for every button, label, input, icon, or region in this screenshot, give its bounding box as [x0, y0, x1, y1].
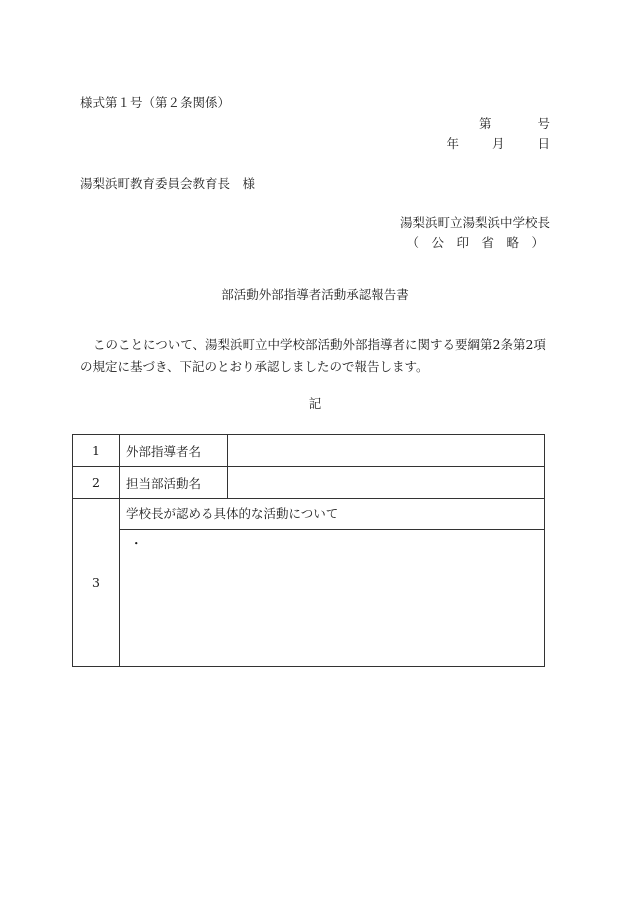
row-label: 担当部活動名 [120, 467, 228, 499]
doc-number-suffix: 号 [537, 116, 550, 131]
external-instructor-name-field[interactable] [228, 435, 545, 467]
addressee: 湯梨浜町教育委員会教育長 様 [80, 176, 256, 191]
form-number: 様式第１号（第２条関係） [80, 95, 231, 110]
ki-heading: 記 [308, 396, 322, 411]
activity-details-heading: 学校長が認める具体的な活動について [120, 499, 544, 530]
date-year: 年 [446, 136, 459, 151]
table-row [73, 499, 545, 667]
row-number: 1 [73, 435, 120, 467]
table-row [73, 467, 545, 499]
row-number: 3 [73, 499, 120, 667]
row-label: 外部指導者名 [120, 435, 228, 467]
detail-table [72, 434, 545, 667]
activity-details-field[interactable] [120, 530, 544, 666]
seal-omitted-note: （ 公 印 省 略 ） [406, 235, 544, 250]
sender-name: 湯梨浜町立湯梨浜中学校長 [399, 215, 550, 230]
activity-details-cell [120, 499, 545, 667]
document-number [479, 118, 550, 131]
date-month: 月 [491, 136, 505, 151]
body-paragraph: このことについて、湯梨浜町立中学校部活動外部指導者に関する要綱第2条第2項の規定に基づき、下記のとおり承認しましたので報告します。 [80, 337, 546, 374]
date-day: 日 [537, 136, 550, 151]
doc-number-prefix: 第 [478, 116, 492, 131]
club-activity-name-field[interactable] [228, 467, 545, 499]
bullet-point: ・ [130, 536, 143, 551]
document-title: 部活動外部指導者活動承認報告書 [221, 287, 409, 302]
date-line [446, 138, 550, 151]
table-row [73, 435, 545, 467]
row-number: 2 [73, 467, 120, 499]
